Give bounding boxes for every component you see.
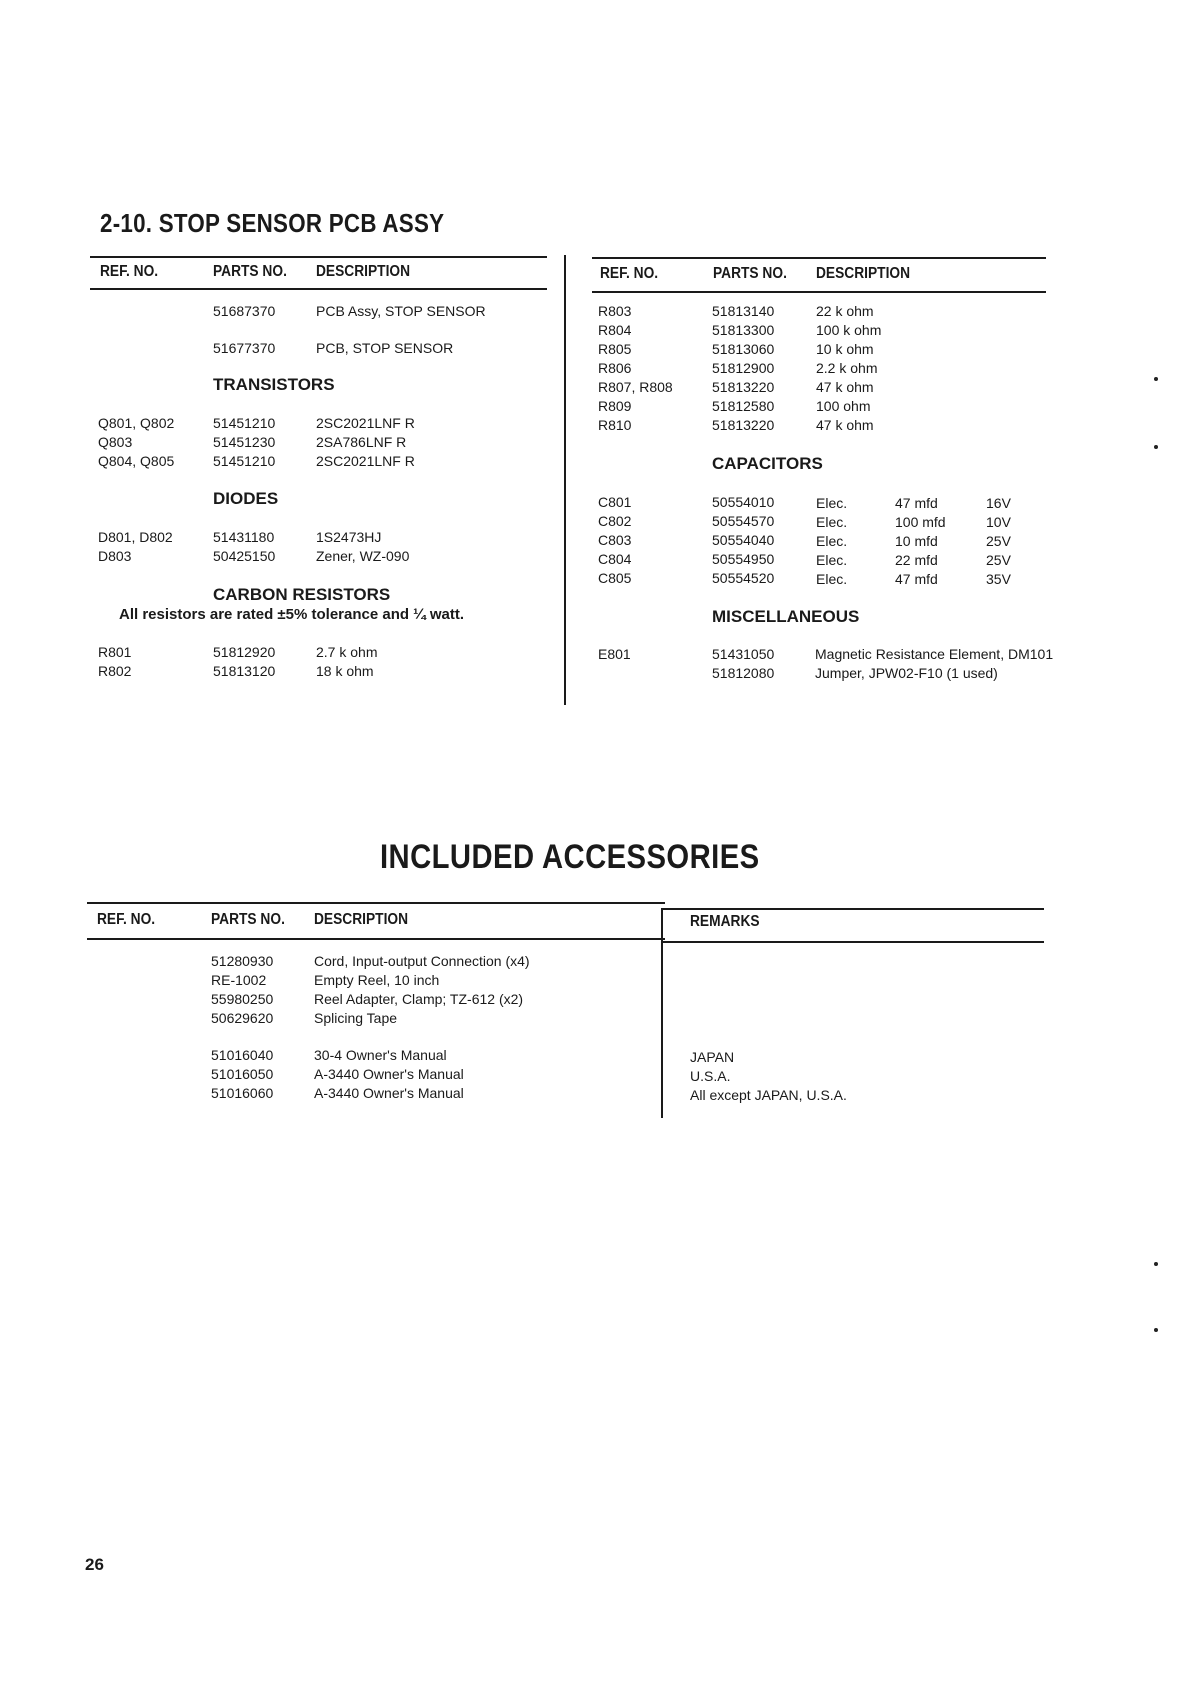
accessories-group1-parts — [211, 952, 273, 1028]
ref-number: R810 — [598, 417, 632, 433]
carbon-resistors-heading: CARBON RESISTORS — [213, 585, 391, 604]
capacitor-voltage: 10V — [986, 514, 1011, 530]
diodes-desc-column — [316, 528, 409, 566]
part-number: 51451230 — [213, 434, 276, 450]
capacitor-type: Elec. — [816, 552, 848, 568]
carbon-resistors-note: All resistors are rated ±5% tolerance and ¼ watt. — [119, 606, 465, 623]
part-number: 55980250 — [211, 991, 274, 1007]
accessories-group2-desc — [314, 1046, 464, 1103]
ref-number: D803 — [98, 548, 132, 564]
capacitor-value: 47 mfd — [895, 571, 938, 587]
page-number: 26 — [85, 1555, 104, 1574]
capacitor-type: Elec. — [816, 533, 848, 549]
ref-number: C805 — [598, 570, 632, 586]
part-number: 51813140 — [712, 303, 775, 319]
part-number: 50554010 — [712, 494, 775, 510]
resistors-parts-column — [712, 302, 774, 435]
ref-number: R804 — [598, 322, 632, 338]
part-number: 51431180 — [213, 529, 275, 545]
part-number: 50629620 — [211, 1010, 274, 1026]
transistors-heading: TRANSISTORS — [213, 375, 335, 394]
accessories-header-ref: REF. NO. — [97, 911, 156, 928]
capacitor-value: 10 mfd — [895, 533, 938, 549]
accessories-column-divider — [661, 908, 663, 1118]
part-description: 10 k ohm — [816, 341, 874, 357]
part-number: 51687370 — [213, 303, 276, 319]
part-description: Empty Reel, 10 inch — [314, 972, 440, 988]
part-number: 51812580 — [712, 398, 775, 414]
ref-number: R806 — [598, 360, 632, 376]
part-number: 51451210 — [213, 453, 276, 469]
part-description: 100 k ohm — [816, 322, 882, 338]
accessories-group1-desc — [314, 952, 530, 1028]
capacitors-type-column — [816, 494, 847, 589]
part-number: 51813120 — [213, 663, 276, 679]
part-description: A-3440 Owner's Manual — [314, 1085, 464, 1101]
ref-number: R809 — [598, 398, 632, 414]
part-number: 51812920 — [213, 644, 276, 660]
part-description: 2SC2021LNF R — [316, 415, 415, 431]
diodes-heading: DIODES — [213, 489, 279, 508]
capacitor-voltage: 25V — [986, 552, 1011, 568]
transistors-desc-column — [316, 414, 415, 471]
part-description: Jumper, JPW02-F10 (1 used) — [815, 665, 998, 681]
scan-speck — [1154, 377, 1158, 381]
part-number: 51451210 — [213, 415, 276, 431]
part-description: 2.7 k ohm — [316, 644, 378, 660]
capacitor-type: Elec. — [816, 571, 848, 587]
capacitor-value: 47 mfd — [895, 495, 938, 511]
part-number: 51813300 — [712, 322, 775, 338]
part-description: PCB, STOP SENSOR — [316, 340, 454, 356]
part-number: 51813220 — [712, 379, 775, 395]
part-number: 51813220 — [712, 417, 775, 433]
capacitors-heading: CAPACITORS — [712, 454, 823, 473]
accessories-header-rule-right — [663, 941, 1044, 943]
part-description: 2SA786LNF R — [316, 434, 407, 450]
capacitor-voltage: 25V — [986, 533, 1011, 549]
scan-speck — [1154, 1262, 1158, 1266]
part-number: 51016050 — [211, 1066, 274, 1082]
accessories-header-remarks: REMARKS — [690, 913, 760, 930]
misc-desc-column — [815, 645, 1053, 683]
scan-speck — [1154, 1328, 1158, 1332]
accessories-top-rule-left — [87, 902, 665, 904]
remark: All except JAPAN, U.S.A. — [690, 1087, 847, 1103]
capacitor-value: 100 mfd — [895, 514, 946, 530]
resistors-desc-column — [816, 302, 881, 435]
part-number: 51813060 — [712, 341, 775, 357]
accessories-header-desc: DESCRIPTION — [314, 911, 409, 928]
part-number: 50554950 — [712, 551, 775, 567]
ref-number: Q804, Q805 — [98, 453, 175, 469]
part-description: 47 k ohm — [816, 417, 874, 433]
ref-number: E801 — [598, 646, 631, 662]
ref-number: C801 — [598, 494, 632, 510]
part-description: 1S2473HJ — [316, 529, 382, 545]
capacitors-value-column — [895, 494, 946, 589]
part-description: 22 k ohm — [816, 303, 874, 319]
part-description: A-3440 Owner's Manual — [314, 1066, 464, 1082]
column-divider — [564, 255, 566, 705]
capacitors-parts-column — [712, 493, 774, 588]
part-number: 50425150 — [213, 548, 276, 564]
part-number: 51431050 — [712, 646, 775, 662]
transistors-ref-column — [98, 414, 174, 471]
part-number: 51812080 — [712, 665, 775, 681]
accessories-top-rule-right — [663, 908, 1044, 910]
accessories-header-rule-left — [87, 938, 665, 940]
transistors-parts-column — [213, 414, 275, 471]
diodes-parts-column — [213, 528, 275, 566]
part-description: 18 k ohm — [316, 663, 374, 679]
right-table-top-rule — [592, 257, 1046, 259]
part-description: 100 ohm — [816, 398, 871, 414]
part-description: Zener, WZ-090 — [316, 548, 410, 564]
remark: JAPAN — [690, 1049, 735, 1065]
accessories-group2-remarks — [690, 1048, 847, 1105]
left-header-ref: REF. NO. — [100, 263, 159, 280]
part-number: 51016040 — [211, 1047, 274, 1063]
scan-speck — [1154, 445, 1158, 449]
capacitor-voltage: 16V — [986, 495, 1011, 511]
part-number: 51016060 — [211, 1085, 274, 1101]
ref-number: C804 — [598, 551, 632, 567]
left-header-desc: DESCRIPTION — [316, 263, 411, 280]
misc-ref-column — [598, 645, 631, 664]
part-number: 50554040 — [712, 532, 775, 548]
ref-number: Q803 — [98, 434, 133, 450]
ref-number: Q801, Q802 — [98, 415, 175, 431]
part-description: 47 k ohm — [816, 379, 874, 395]
resistors-ref-column — [598, 302, 673, 435]
part-description: 2SC2021LNF R — [316, 453, 415, 469]
right-header-ref: REF. NO. — [600, 265, 659, 282]
diodes-ref-column — [98, 528, 173, 566]
left-table-header-rule — [90, 288, 547, 290]
capacitor-type: Elec. — [816, 514, 848, 530]
carbon-desc-column — [316, 643, 377, 681]
part-description: 30-4 Owner's Manual — [314, 1047, 447, 1063]
ref-number: R801 — [98, 644, 132, 660]
remark: U.S.A. — [690, 1068, 731, 1084]
part-number: 51677370 — [213, 340, 276, 356]
ref-number: D801, D802 — [98, 529, 173, 545]
left-table-top-rule — [90, 256, 547, 258]
capacitor-type: Elec. — [816, 495, 848, 511]
part-description: Splicing Tape — [314, 1010, 398, 1026]
section-title: 2-10. STOP SENSOR PCB ASSY — [100, 208, 445, 238]
capacitor-voltage: 35V — [986, 571, 1011, 587]
right-table-header-rule — [592, 291, 1046, 293]
part-number: RE-1002 — [211, 972, 267, 988]
ref-number: C802 — [598, 513, 632, 529]
left-header-parts: PARTS NO. — [213, 263, 287, 280]
accessories-header-parts: PARTS NO. — [211, 911, 285, 928]
part-number: 51812900 — [712, 360, 775, 376]
accessories-group2-parts — [211, 1046, 273, 1103]
right-header-parts: PARTS NO. — [713, 265, 787, 282]
ref-number: R807, R808 — [598, 379, 673, 395]
capacitor-value: 22 mfd — [895, 552, 938, 568]
miscellaneous-heading: MISCELLANEOUS — [712, 607, 860, 626]
part-description: Reel Adapter, Clamp; TZ-612 (x2) — [314, 991, 524, 1007]
part-description: Magnetic Resistance Element, DM101 — [815, 646, 1054, 662]
part-description: Cord, Input-output Connection (x4) — [314, 953, 530, 969]
ref-number: C803 — [598, 532, 632, 548]
part-number: 50554570 — [712, 513, 775, 529]
capacitors-voltage-column — [986, 494, 1011, 589]
capacitors-ref-column — [598, 493, 631, 588]
part-description: 2.2 k ohm — [816, 360, 878, 376]
carbon-parts-column — [213, 643, 275, 681]
part-number: 51280930 — [211, 953, 274, 969]
part-number: 50554520 — [712, 570, 775, 586]
misc-parts-column — [712, 645, 774, 683]
ref-number: R802 — [98, 663, 132, 679]
carbon-ref-column — [98, 643, 131, 681]
ref-number: R805 — [598, 341, 632, 357]
accessories-title: INCLUDED ACCESSORIES — [380, 838, 760, 876]
part-description: PCB Assy, STOP SENSOR — [316, 303, 486, 319]
ref-number: R803 — [598, 303, 632, 319]
right-header-desc: DESCRIPTION — [816, 265, 911, 282]
